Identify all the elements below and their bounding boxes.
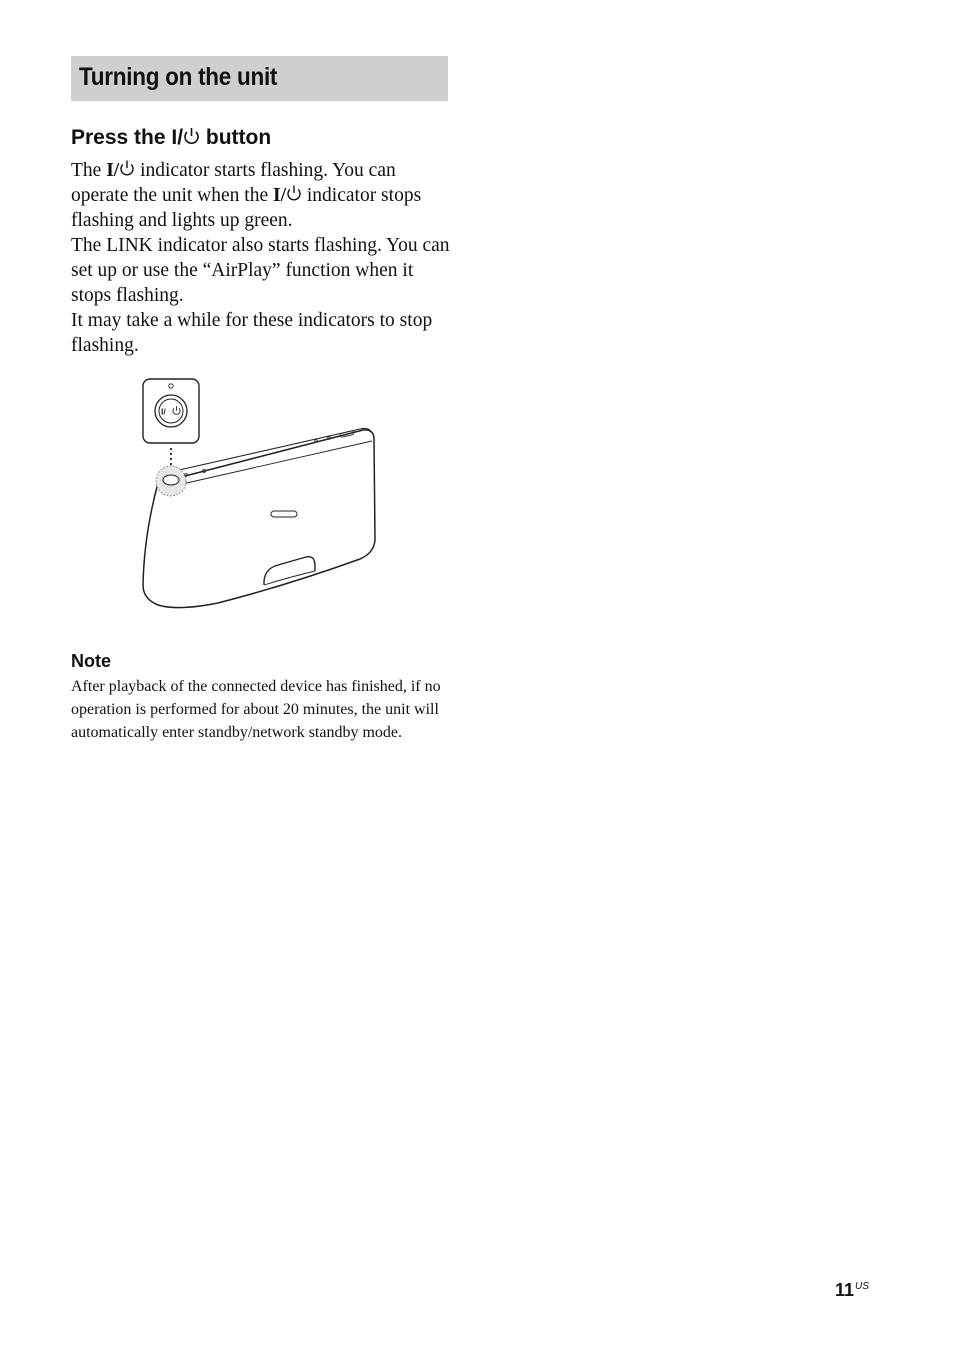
p1-text-c: indicator stops flashing and lights up green. (71, 185, 422, 231)
page-number-value: 11 (835, 1280, 855, 1300)
callout-leader-dots (170, 448, 172, 465)
p1-text-b: indicator starts flashing. You can operate the unit when the (71, 160, 396, 206)
power-symbol-inline-2: I/ (272, 185, 286, 206)
paragraph-link: The LINK indicator also starts flashing. You can set up or use the “AirPlay” function when it stops flashing. (71, 235, 450, 306)
step-description (71, 158, 451, 358)
power-icon (119, 159, 135, 178)
paragraph-wait: It may take a while for these indicators to stop flashing. (71, 310, 433, 356)
p1-text-a: The (71, 160, 107, 181)
power-symbol-label: I/ (171, 126, 184, 149)
section-title-bar (71, 56, 448, 101)
note-text: After playback of the connected device has finished, if no operation is performed for about 20 minutes, the unit will automatically enter standby/network standby mode. (71, 678, 441, 741)
note-heading: Note (71, 651, 111, 671)
section-title: Turning on the unit (79, 63, 278, 91)
speaker-power-button (163, 475, 179, 485)
paragraph-indicator (71, 158, 451, 233)
step-heading (71, 126, 271, 150)
page-region-suffix: US (855, 1281, 869, 1292)
page-number (835, 1280, 869, 1301)
speaker-body (143, 430, 375, 608)
power-icon (183, 126, 200, 146)
power-symbol-inline-1: I/ (106, 160, 120, 181)
power-symbol-heading (171, 126, 200, 149)
callout-label: I/ (161, 406, 166, 417)
power-icon (286, 184, 302, 203)
step-heading-suffix: button (200, 126, 272, 149)
speaker-dock-illustration (138, 375, 378, 615)
step-heading-prefix: Press the (71, 126, 172, 149)
